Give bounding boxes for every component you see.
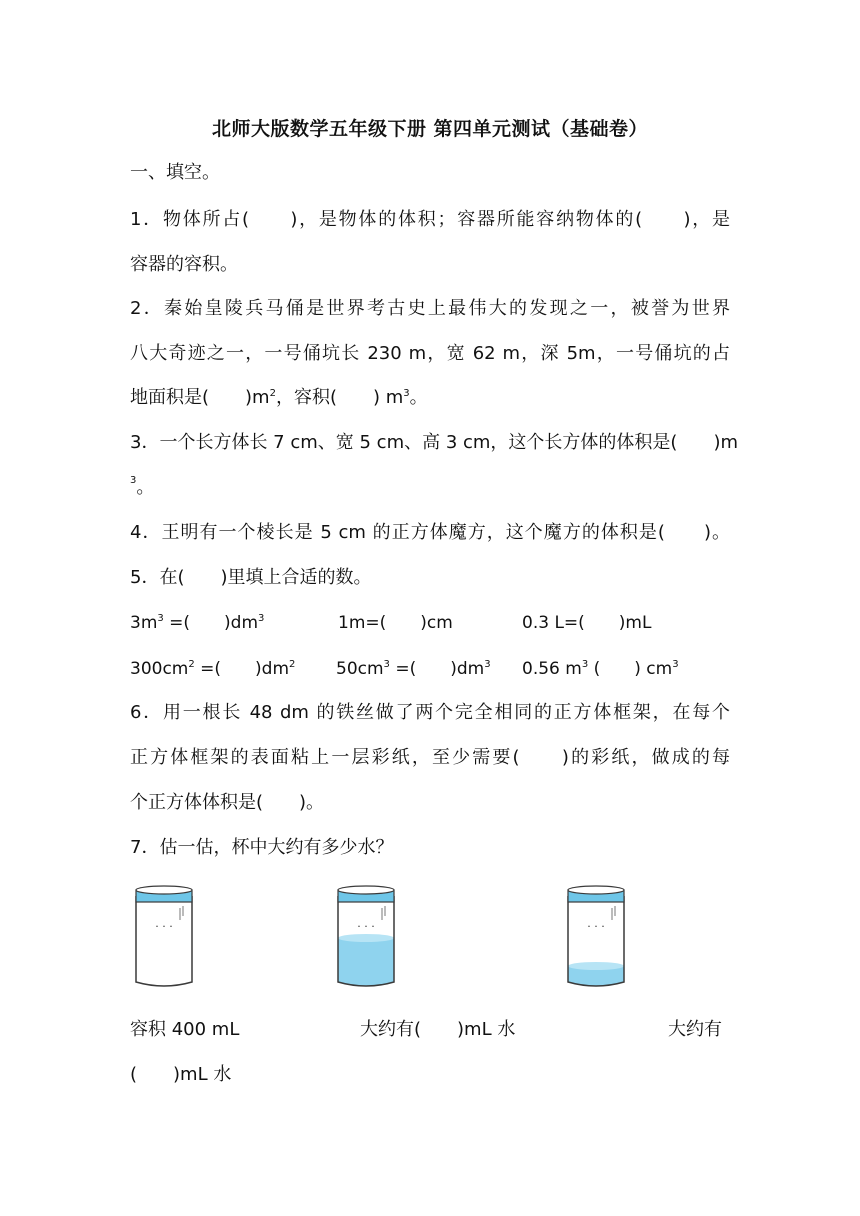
cup-top [568,886,624,894]
question-7-line-1: 7．估一估，杯中大约有多少水？ [130,837,394,858]
q2-sup-2: 2 [269,388,276,399]
water-surface [568,962,624,970]
q3-sup-3: 3 [130,475,137,486]
q5-row2-item-2: $50cm^3$ =( )$dm^3$ [336,659,491,679]
cup-face: · · · [155,920,173,933]
page-title: 北师大版数学五年级下册 第四单元测试（基础卷） [211,118,649,140]
q2-end: 。 [409,387,428,408]
section-heading: 一、填空。 [130,162,220,183]
cup-outline [136,896,192,986]
cup-empty-icon [130,882,198,992]
cup-top [136,886,192,894]
q5-row2-item-1: $300cm^2$ =( )$dm^2$ [130,659,296,679]
question-1-line-1: 1．物体所占( )，是物体的体积；容器所能容纳物体的( )，是 [130,209,730,230]
q5-row1-item-2: 1m=( )cm [338,613,453,633]
q2-sup-3: 3 [403,388,410,399]
question-3-line-1: 3．一个长方体长 7 cm、宽 5 cm、高 3 cm，这个长方体的体积是( )m [130,432,739,453]
cup-face: · · · [357,920,375,933]
question-1-line-2: 容器的容积。 [130,254,238,275]
q5-row2-item-3: 0.56 $m^3$ ( ) $cm^3$ [522,659,679,679]
q2-volume-text: ，容积( ) m [275,387,404,408]
cup-3-label-end: ( )mL 水 [130,1064,232,1085]
cup-face: · · · [587,920,605,933]
question-6-line-2: 正方体框架的表面粘上一层彩纸，至少需要( )的彩纸，做成的每 [130,747,730,768]
cup-2-label: 大约有( )mL 水 [360,1019,516,1040]
question-2-line-2: 八大奇迹之一，一号俑坑长 230 m，宽 62 m，深 5m，一号俑坑的占 [130,343,730,364]
q5-row1-item-1: $3m^3$ =( )$dm^3$ [130,613,265,633]
cup-3-label-start: 大约有 [668,1019,722,1040]
question-3-line-2 [130,475,730,501]
cup-top [338,886,394,894]
question-6-line-1: 6．用一根长 48 dm 的铁丝做了两个完全相同的正方体框架，在每个 [130,702,730,723]
water-fill [338,938,394,986]
question-6-line-3: 个正方体体积是( )。 [130,792,325,813]
question-4-line-1: 4．王明有一个棱长是 5 cm 的正方体魔方，这个魔方的体积是( )。 [130,522,730,543]
q2-area-text: 地面积是( )m [130,387,270,408]
question-2-line-1: 2．秦始皇陵兵马俑是世界考古史上最伟大的发现之一，被誉为世界 [130,298,730,319]
q5-row1-item-3: 0.3 L=( )mL [522,613,652,633]
cup-full-icon [332,882,400,992]
question-5-line-1: 5．在( )里填上合适的数。 [130,567,372,588]
cup-1-label: 容积 400 mL [130,1019,240,1040]
cup-quarter-icon [562,882,630,992]
question-2-line-3 [130,385,730,411]
q3-end: 。 [136,477,155,498]
water-surface [338,934,394,942]
